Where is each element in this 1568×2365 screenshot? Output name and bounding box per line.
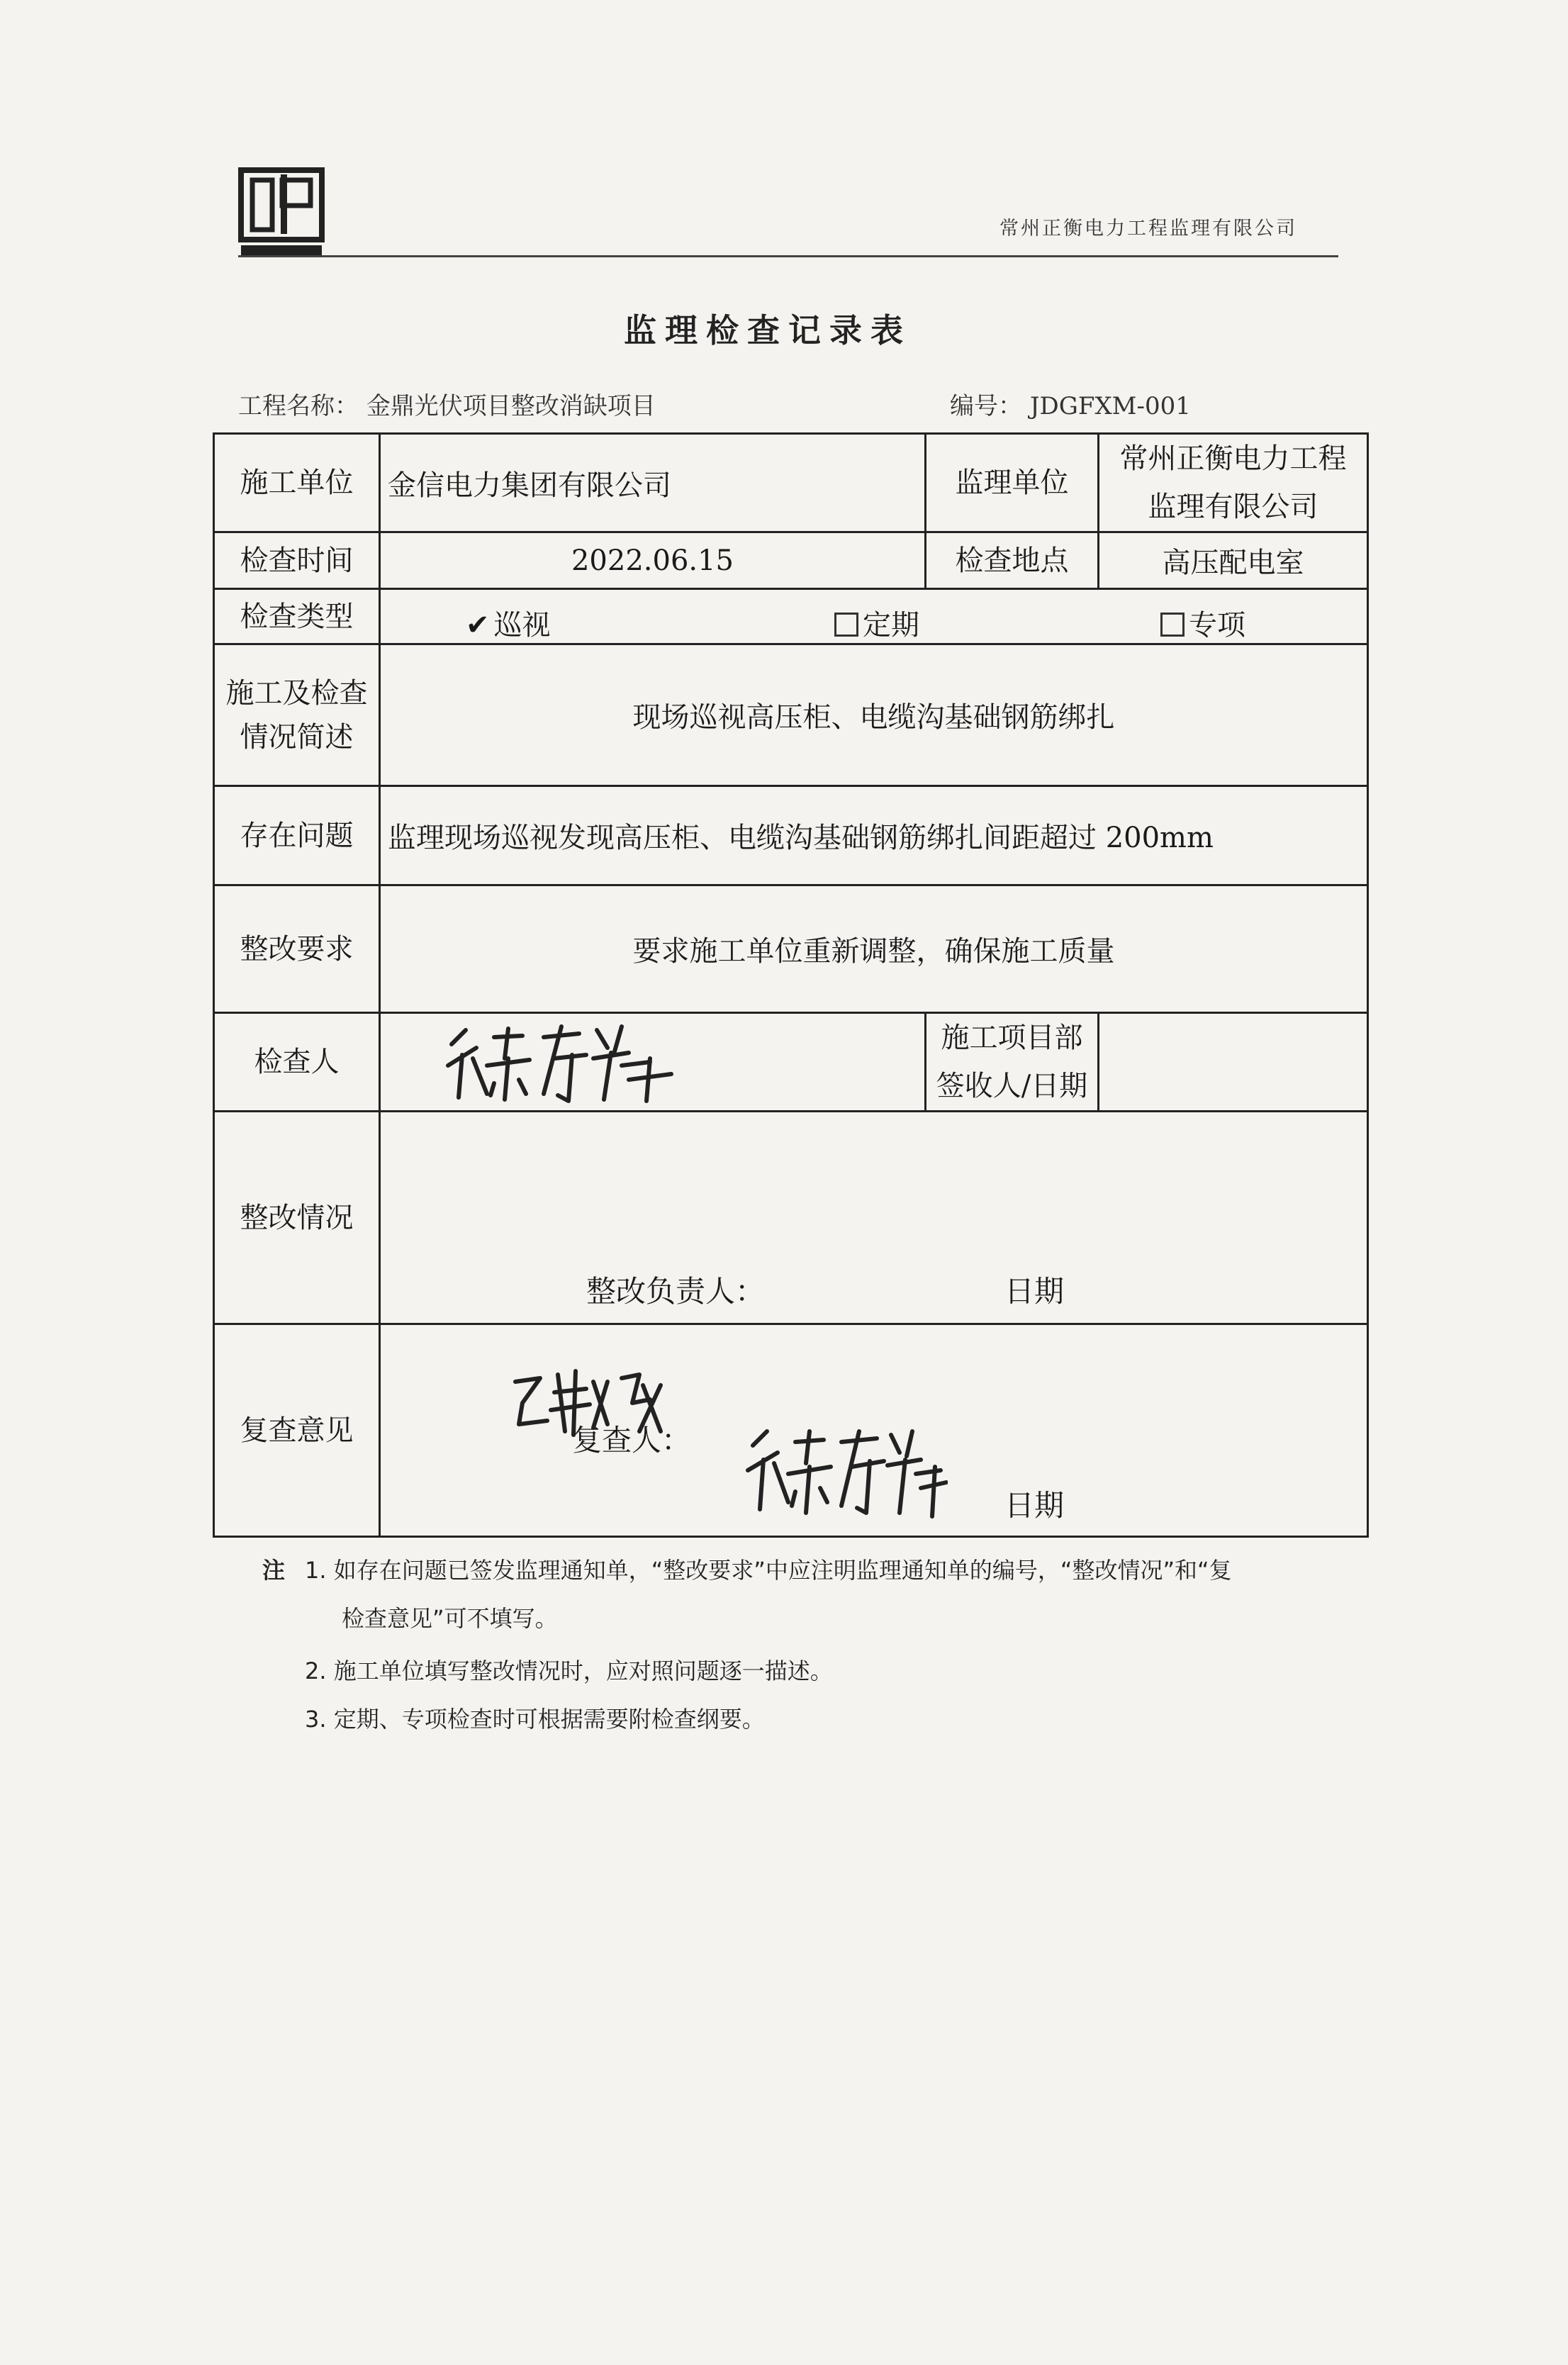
rectification-cell[interactable] [380,1112,1368,1324]
review-cell [380,1324,1368,1537]
requirement-value: 要求施工单位重新调整，确保施工质量 [380,885,1368,1013]
table-row [214,1112,1368,1324]
review-date-label: 日期 [1004,1488,1065,1523]
table-row [214,589,1368,644]
table-row [214,434,1368,532]
construction-unit-value: 金信电力集团有限公司 [380,434,926,532]
number-label: 编号： [950,392,1022,420]
number-value: JDGFXM-001 [1029,392,1191,420]
inspection-type-options [380,589,1368,644]
logo-mark [238,167,325,259]
type-option-label: 定期 [863,609,919,642]
note-item: 3. 定期、专项检查时可根据需要附检查纲要。 [305,1706,765,1733]
inspection-type-label: 检查类型 [214,589,380,644]
project-name-row [238,386,656,421]
note-item: 检查意见”可不填写。 [342,1605,558,1632]
supervision-unit-label: 监理单位 [926,434,1099,532]
summary-value: 现场巡视高压柜、电缆沟基础钢筋绑扎 [380,644,1368,786]
supervision-unit-value: 常州正衡电力工程监理有限公司 [1099,434,1368,532]
construction-unit-label: 施工单位 [214,434,380,532]
checkbox-empty-icon [834,613,858,637]
checkbox-empty-icon [1160,613,1185,637]
table-row [214,1324,1368,1537]
inspector-label: 检查人 [214,1013,380,1112]
reviewer-signature [735,1417,948,1523]
document-number-row [950,386,1191,421]
table-row [214,1013,1368,1112]
inspector-signature-cell [380,1013,926,1112]
inspection-time-value: 2022.06.15 [380,532,926,589]
header-rule [238,255,1338,257]
table-row [214,885,1368,1013]
table-row [214,786,1368,885]
inspector-signature [437,1016,678,1108]
inspection-form-table [213,432,1369,1538]
type-option-patrol[interactable] [466,603,551,643]
problem-label: 存在问题 [214,786,380,885]
notes-key: 注 [262,1557,286,1584]
inspection-place-label: 检查地点 [926,532,1099,589]
rectification-label: 整改情况 [214,1112,380,1324]
document-title: 监理检查记录表 [624,311,912,350]
rectification-person-label: 整改负责人： [586,1274,766,1309]
checkmark-icon: ✔ [466,609,490,642]
receiver-signature-empty[interactable] [1099,1013,1368,1112]
inspection-place-value: 高压配电室 [1099,532,1368,589]
requirement-label: 整改要求 [214,885,380,1013]
project-label: 工程名称： [238,392,359,420]
summary-label: 施工及检查情况简述 [214,644,380,786]
table-row [214,532,1368,589]
reviewer-label: 复查人： [572,1423,692,1458]
table-row [214,644,1368,786]
review-label: 复查意见 [214,1324,380,1537]
problem-value: 监理现场巡视发现高压柜、电缆沟基础钢筋绑扎间距超过 200mm [380,786,1368,885]
note-item: 1. 如存在问题已签发监理通知单，“整改要求”中应注明监理通知单的编号，“整改情况”和“复 [305,1557,1232,1584]
project-name: 金鼎光伏项目整改消缺项目 [366,392,656,420]
receiver-label: 施工项目部签收人/日期 [926,1013,1099,1112]
inspection-time-label: 检查时间 [214,532,380,589]
type-option-label: 专项 [1189,609,1245,642]
note-item: 2. 施工单位填写整改情况时，应对照问题逐一描述。 [305,1657,833,1684]
rectification-date-label: 日期 [1004,1274,1065,1309]
type-option-periodic[interactable] [834,603,919,643]
company-logo [238,167,325,259]
type-option-special[interactable] [1160,603,1245,643]
company-header: 常州正衡电力工程监理有限公司 [999,218,1297,240]
type-option-label: 巡视 [493,609,551,642]
